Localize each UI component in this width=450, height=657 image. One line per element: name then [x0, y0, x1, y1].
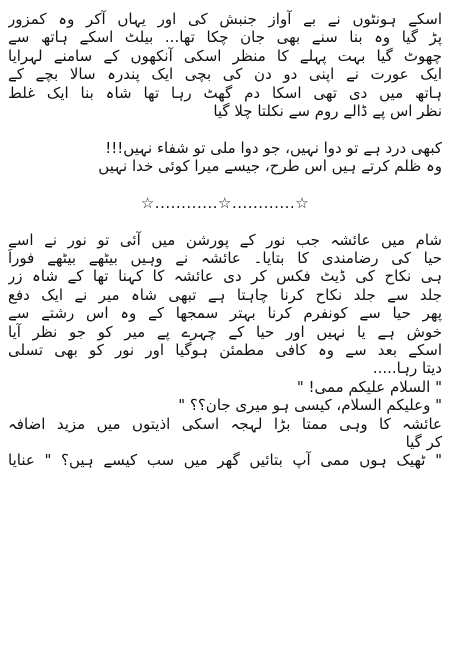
poetry-couplet — [8, 139, 442, 176]
paragraph-gap — [8, 176, 442, 194]
paragraph-story-2 — [8, 231, 442, 378]
text-line: نظر اس پے ڈالے روم سے نکلتا چلا گیا — [213, 101, 442, 120]
paragraph-gap — [8, 120, 442, 138]
dialogue-line: " وعلیکم السلام، کیسی ہو میری جان؟؟ " — [178, 396, 442, 415]
text-line: جلد سے جلد نکاح کرنا چاہتا ہے تبھی شاہ میر نے ایک دفع — [8, 285, 442, 304]
text-line: ایک عورت نے اپنی دو دن کی بچی ایک پندرہ سالا بچے کے — [8, 65, 442, 84]
text-line: ہاتھ میں دی تھی اسکا دم گھٹ رہا تھا شاہ بنا ایک غلط — [8, 83, 442, 102]
section-separator: ☆............☆............☆ — [140, 193, 310, 212]
dialogue-line: " السلام علیکم ممی! " — [296, 377, 442, 396]
text-line: دیتا رہا..... — [372, 359, 442, 378]
text-line: حیا کی رضامندی کا بتایا۔ عائشہ نے وہیں بیٹھے بیٹھے فوراً — [8, 249, 442, 268]
poetry-line: کبھی درد ہے تو دوا نہیں، جو دوا ملی تو شفاء نہیں!!! — [105, 138, 442, 157]
dialogue-line: " ٹھیک ہوں ممی آپ بتائیں گھر میں سب کیسے ہیں؟ " عنایا — [8, 451, 442, 470]
text-line: اسکے بعد سے وہ کافی مطمئن ہوگیا اور نور کو بھی تسلی — [8, 341, 442, 360]
text-line: چھوٹ گیا بہت پہلے کا منظر اسکی آنکھوں کے سامنے لہرایا — [8, 46, 442, 65]
text-line: ہی نکاح کی ڈیٹ فکس کر دی عائشہ کا کہنا تھا کے شاہ زر — [8, 267, 442, 286]
dialogue-block — [8, 378, 442, 470]
paragraph-gap — [8, 212, 442, 230]
text-line: کر گیا — [405, 432, 442, 451]
poetry-line: وہ ظلم کرتے ہیں اس طرح، جیسے میرا کوئی خدا نہیں — [98, 157, 442, 176]
text-line: شام میں عائشہ جب نور کے پورشن میں آئی تو نور نے اسے — [8, 230, 442, 249]
text-line: اسکے ہونٹوں نے بے آواز جنبش کی اور یہاں آکر وہ کمزور — [8, 10, 442, 28]
paragraph-story-1 — [8, 10, 442, 120]
text-line: عائشہ کا وہی ممتا بڑا لہجہ اسکی اذیتوں میں مزید اضافہ — [8, 414, 442, 433]
text-line: پھر حیا سے کونفرم کرنا بہتر سمجھا کے وہ اس رشتے سے — [8, 304, 442, 323]
text-line: خوش ہے یا نہیں اور حیا کے چہرے پے میر کو جو نظر آیا — [8, 322, 442, 341]
text-line: پڑ گیا وہ بنا سنے بھی جان چکا تھا... بیلٹ اسکے ہاتھ سے — [8, 28, 442, 47]
